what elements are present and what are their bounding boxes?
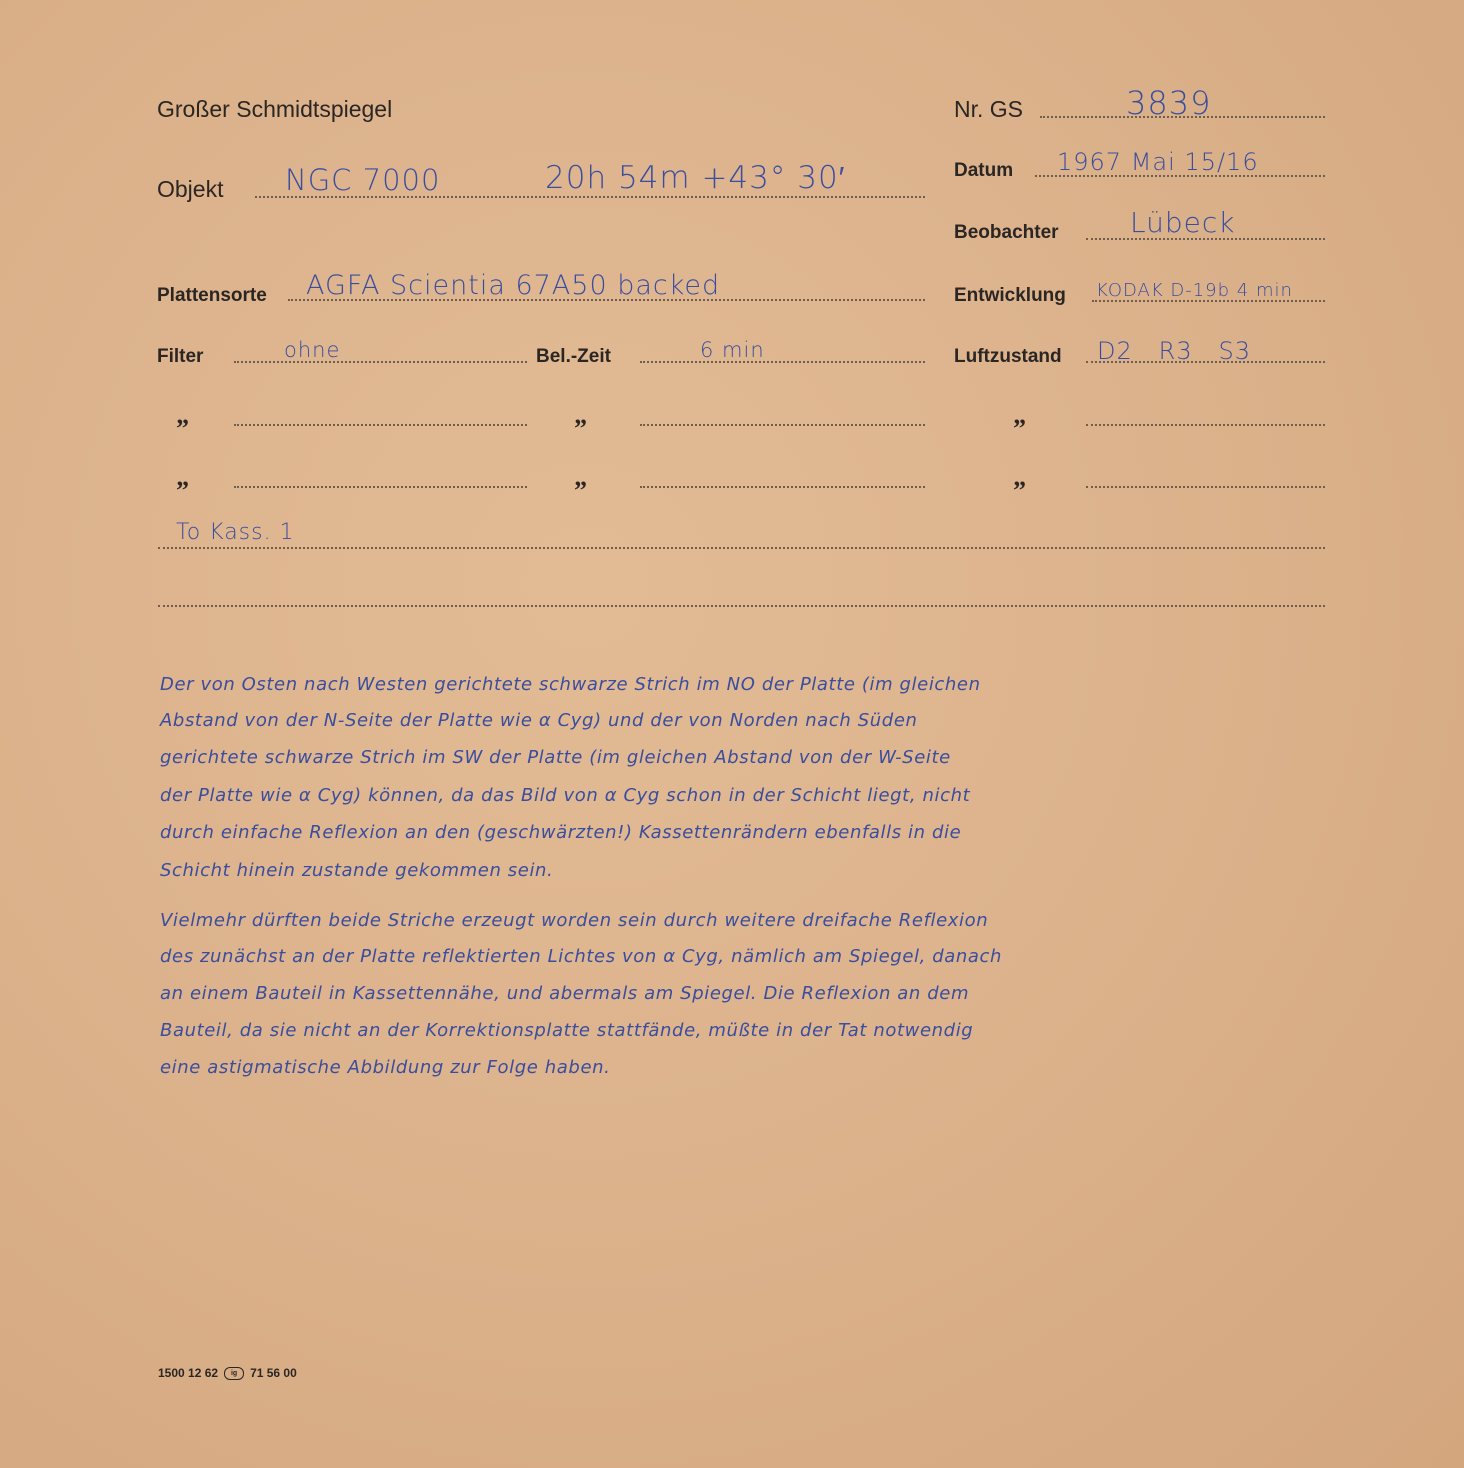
remark-line: eine astigmatische Abbildung zur Folge haben. (160, 1057, 611, 1078)
remark-line: der Platte wie α Cyg) können, da das Bild von α Cyg schon in der Schicht liegt, nicht (160, 785, 971, 806)
remark-line: des zunächst an der Platte reflektierten Lichtes von α Cyg, nämlich am Spiegel, danach (160, 946, 1003, 967)
entwicklung-label: Entwicklung (954, 285, 1066, 306)
filter-value: ohne (284, 338, 341, 362)
luftzustand-value: D2 R3 S3 (1097, 337, 1251, 365)
ditto-mark: ” (574, 476, 587, 505)
blank-line (234, 486, 527, 488)
printer-logo-icon: ig (224, 1367, 244, 1380)
datum-label: Datum (954, 160, 1014, 181)
luftzustand-label: Luftzustand (954, 346, 1062, 367)
belzeit-line (640, 361, 925, 363)
objekt-name: NGC 7000 (285, 163, 441, 197)
remark-line: Bauteil, da sie nicht an der Korrektionsplatte stattfände, müßte in der Tat notwendig (160, 1020, 974, 1041)
nr-value: 3839 (1126, 84, 1212, 122)
filter-label: Filter (157, 346, 204, 367)
belzeit-label: Bel.-Zeit (536, 346, 611, 367)
entwicklung-value: KODAK D-19b 4 min (1096, 280, 1293, 301)
blank-line (1086, 424, 1325, 426)
print-code-right: 71 56 00 (250, 1366, 297, 1380)
remark-line: Abstand von der N-Seite der Platte wie α Cyg) und der von Norden nach Süden (160, 710, 918, 731)
note-value: To Kass. 1 (176, 520, 295, 545)
blank-line (1086, 486, 1325, 488)
remark-line: gerichtete schwarze Strich im SW der Platte (im gleichen Abstand von der W-Seite (160, 747, 951, 768)
plattensorte-label: Plattensorte (157, 285, 267, 306)
remark-line: Der von Osten nach Westen gerichtete schwarze Strich im NO der Platte (im gleichen (160, 674, 981, 695)
objekt-coords: 20h 54m +43° 30′ (545, 160, 846, 196)
form-title: Großer Schmidtspiegel (157, 96, 393, 122)
belzeit-value: 6 min (700, 338, 765, 362)
note-line (158, 547, 1325, 549)
ditto-mark: ” (1013, 414, 1026, 443)
ditto-mark: ” (176, 414, 189, 443)
blank-line (158, 605, 1325, 607)
plattensorte-value: AGFA Scientia 67A50 backed (306, 270, 721, 301)
remark-line: Vielmehr dürften beide Striche erzeugt worden sein durch weitere dreifache Reflexion (160, 910, 989, 931)
beobachter-value: Lübeck (1130, 206, 1236, 239)
blank-line (640, 486, 925, 488)
datum-value: 1967 Mai 15/16 (1057, 148, 1259, 176)
print-code (158, 1366, 297, 1380)
remark-line: durch einfache Reflexion an den (geschwärzten!) Kassettenrändern ebenfalls in die (160, 822, 962, 843)
remark-line: Schicht hinein zustande gekommen sein. (160, 860, 554, 881)
ditto-mark: ” (176, 476, 189, 505)
nr-label: Nr. GS (954, 96, 1024, 122)
ditto-mark: ” (574, 414, 587, 443)
remark-line: an einem Bauteil in Kassettennähe, und abermals am Spiegel. Die Reflexion an dem (160, 983, 970, 1004)
ditto-mark: ” (1013, 476, 1026, 505)
blank-line (234, 424, 527, 426)
blank-line (640, 424, 925, 426)
objekt-label: Objekt (157, 176, 224, 202)
beobachter-label: Beobachter (954, 222, 1059, 243)
filter-line (234, 361, 527, 363)
print-code-left: 1500 12 62 (158, 1366, 219, 1380)
